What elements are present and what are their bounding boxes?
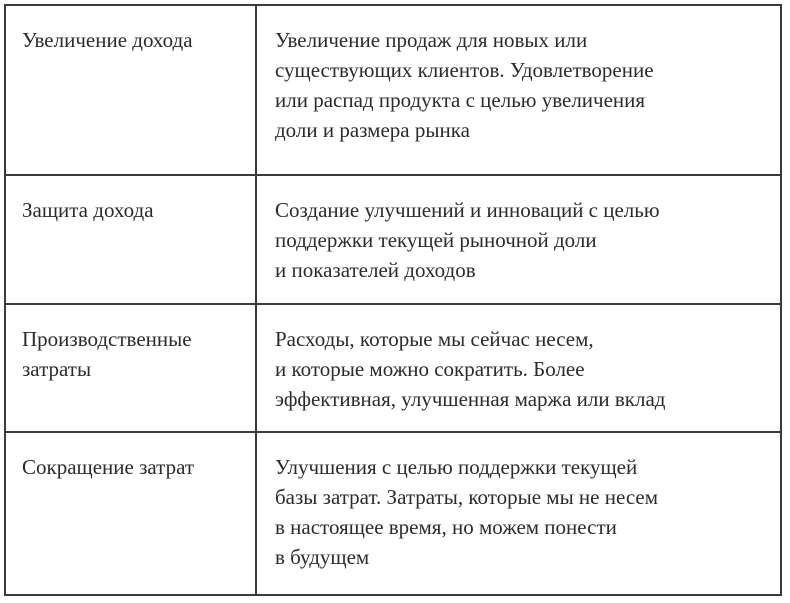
row-label-cell [6, 176, 257, 305]
description-line: в настоящее время, но можем понести [275, 515, 617, 539]
description-line: Создание улучшений и инноваций с целью [275, 198, 660, 222]
row-description-cell [257, 176, 780, 305]
description-line: или распад продукта с целью увеличения [275, 88, 646, 112]
description-line: эффективная, улучшенная маржа или вклад [275, 387, 666, 411]
row-label-cell [6, 6, 257, 176]
description-line: доли и размера рынка [275, 118, 470, 142]
description-line: и которые можно сократить. Более [275, 357, 585, 381]
description-line: Увеличение продаж для новых или [275, 28, 588, 52]
row-label: затраты [22, 357, 92, 381]
description-line: в будущем [275, 545, 370, 569]
table-row-revenue-increase [6, 6, 780, 176]
row-description-cell [257, 305, 780, 433]
table-row-production-costs [6, 303, 780, 433]
row-label-cell [6, 433, 257, 594]
description-line: базы затрат. Затраты, которые мы не несем [275, 485, 659, 509]
row-label: Увеличение дохода [22, 28, 193, 52]
description-line: Улучшения с целью поддержки текущей [275, 455, 638, 479]
row-label: Защита дохода [22, 198, 154, 222]
row-description-cell [257, 433, 780, 594]
row-label-cell [6, 305, 257, 433]
row-label: Производственные [22, 327, 192, 351]
description-line: Расходы, которые мы сейчас несем, [275, 327, 594, 351]
row-description-cell [257, 6, 780, 176]
description-line: существующих клиентов. Удовлетворение [275, 58, 654, 82]
definitions-table [4, 4, 782, 596]
row-label: Сокращение затрат [22, 455, 195, 479]
table-row-revenue-protection [6, 174, 780, 305]
table-row-cost-reduction [6, 431, 780, 594]
description-line: и показателей доходов [275, 258, 476, 282]
description-line: поддержки текущей рыночной доли [275, 228, 597, 252]
